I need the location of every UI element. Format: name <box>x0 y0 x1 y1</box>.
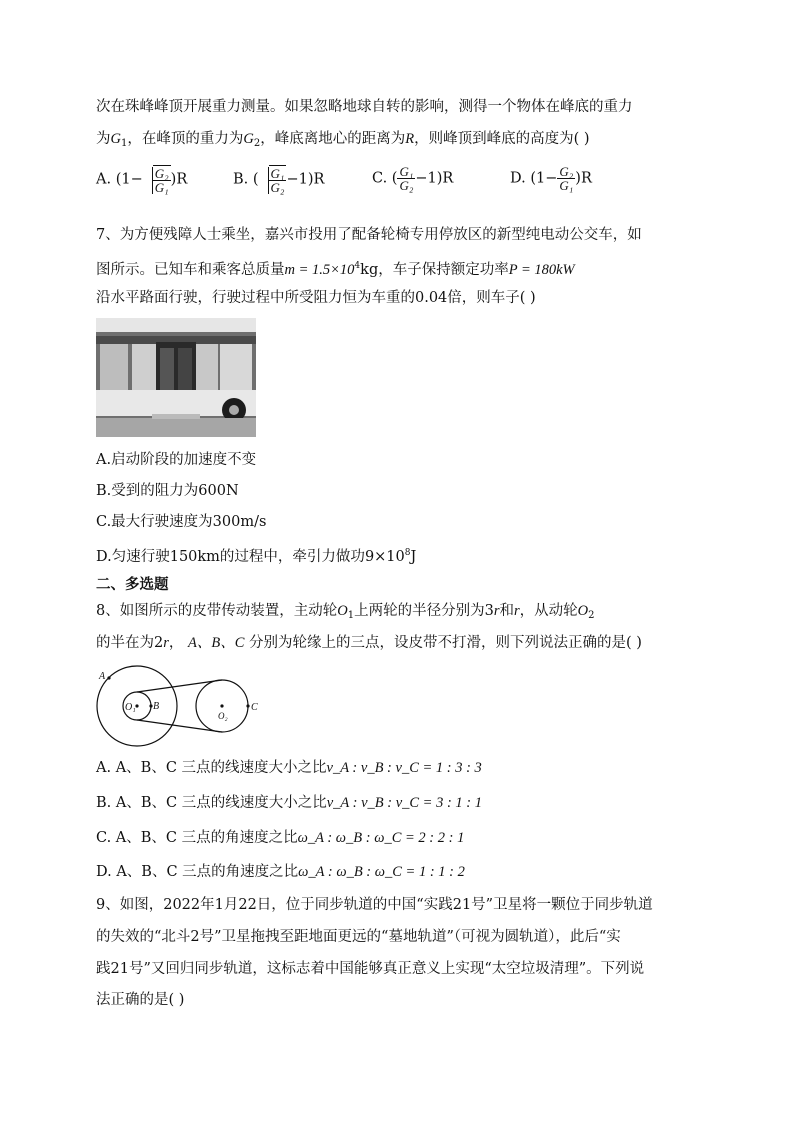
q8-option-a: A. A、B、C 三点的线速度大小之比v_A : v_B : v_C = 1 : 3 : 3 <box>96 760 482 776</box>
q9-line-1: 9、如图，2022年1月22日，位于同步轨道的中国“实践21号”卫星将一颗位于同步轨道 <box>96 897 653 913</box>
q8-line-1: 8、如图所示的皮带传动装置，主动轮$O_1$上两轮的半径分别为3r和r，从动轮$O_2$ <box>96 603 595 621</box>
q8-option-c: C. A、B、C 三点的角速度之比ω_A : ω_B : ω_C = 2 : 2 : 1 <box>96 830 465 846</box>
label-c: C <box>251 702 258 713</box>
q7-line-1: 7、为方便残障人士乘坐，嘉兴市投用了配备轮椅专用停放区的新型纯电动公交车，如 <box>96 227 642 243</box>
q7-option-b: B.受到的阻力为600N <box>96 483 239 499</box>
q8-option-b: B. A、B、C 三点的线速度大小之比v_A : v_B : v_C = 3 : 1 : 1 <box>96 795 482 811</box>
q7-option-d: D.匀速行驶150km的过程中，牵引力做功$9\times 10^8J$ <box>96 548 417 565</box>
q6-line-1: 次在珠峰峰顶开展重力测量。如果忽略地球自转的影响，测得一个物体在峰底的重力 <box>96 99 633 115</box>
q6-option-d: D. (1− $\frac{\text{G₂}}{\text{G₁}}$ )R <box>510 164 592 193</box>
q6-option-a: A. (1− $\frac{\text{G₂}}{\text{G₁}}$ )R <box>96 166 188 195</box>
q8-line-2: 的半在为2r， A、B、C 分别为轮缘上的三点，设皮带不打滑，则下列说法正确的是( ) <box>96 635 642 651</box>
q9-line-4: 法正确的是( ) <box>96 992 185 1008</box>
label-o2: O₂ <box>218 711 228 721</box>
q9-line-3: 践21号”又回归同步轨道，这标志着中国能够真正意义上实现“太空垃圾清理”。下列说 <box>96 961 645 977</box>
label-o1: O₁ <box>125 702 136 713</box>
bus-photo <box>96 318 256 437</box>
q8-option-d: D. A、B、C 三点的角速度之比ω_A : ω_B : ω_C = 1 : 1 : 2 <box>96 864 465 880</box>
q7-option-c: C.最大行驶速度为300m/s <box>96 514 267 530</box>
q7-option-a: A.启动阶段的加速度不变 <box>96 452 257 468</box>
belt-drive-diagram <box>92 660 272 760</box>
q7-line-3: 沿水平路面行驶，行驶过程中所受阻力恒为车重的0.04倍，则车子( ) <box>96 290 536 306</box>
label-b: B <box>153 701 160 712</box>
section-heading: 二、多选题 <box>96 577 169 593</box>
q6-option-b: B. ( $\frac{\text{G₁}}{\text{G₂}}$ −1)R <box>233 166 325 195</box>
label-a: A <box>99 671 106 682</box>
q7-line-2: 图所示。已知车和乘客总质量$m = 1.5\times 10^4kg$，车子保持额定功率P = 180kW <box>96 261 575 278</box>
q6-option-c: C. ( $\frac{\text{G₁}}{\text{G₂}}$ −1)R <box>372 164 454 193</box>
q9-line-2: 的失效的“北斗2号”卫星拖拽至距地面更远的“墓地轨道”（可视为圆轨道），此后“实 <box>96 929 621 945</box>
q6-line-2: 为$G_1$，在峰顶的重力为$G_2$，峰底离地心的距离为R，则峰顶到峰底的高度为( ) <box>96 131 590 149</box>
